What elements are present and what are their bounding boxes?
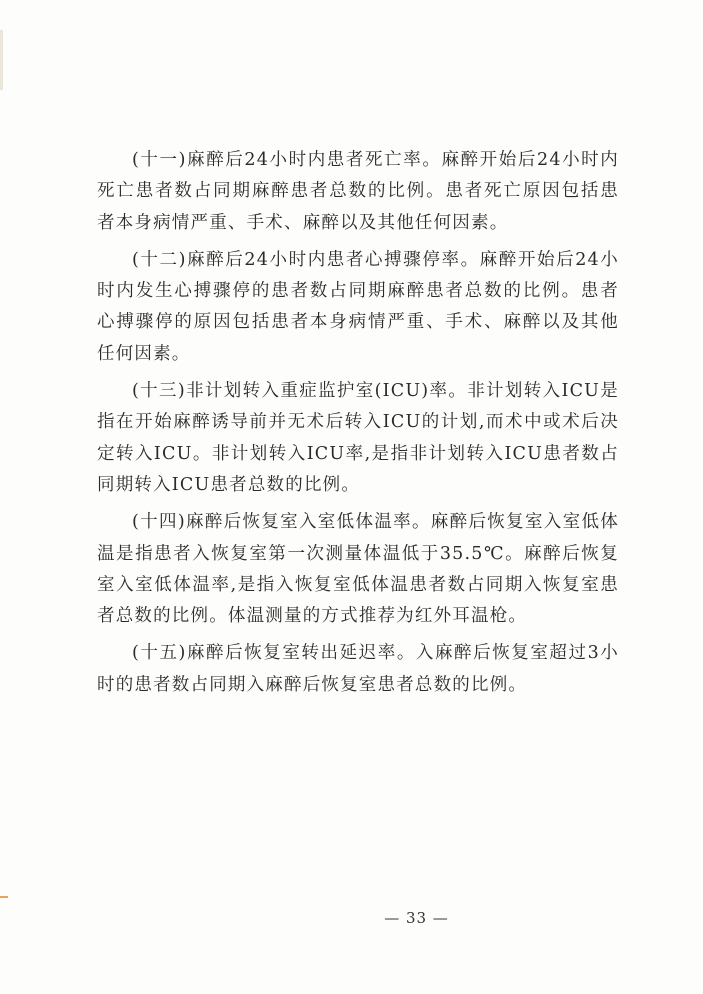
scan-edge-mark: [0, 896, 8, 898]
paragraph-pacu-discharge-delay: (十五)麻醉后恢复室转出延迟率。入麻醉后恢复室超过3小时的患者数占同期入麻醉后恢复室患者总数的比例。: [97, 643, 619, 695]
paragraph-pacu-hypothermia: (十四)麻醉后恢复室入室低体温率。麻醉后恢复室入室低体温是指患者入恢复室第一次测量体温低于35.5℃。麻醉后恢复室入室低体温率,是指入恢复室低体温患者数占同期入恢复室患者总数的比例。体温测量的方式推荐为红外耳温枪。: [97, 512, 619, 627]
body-text: [97, 145, 619, 707]
page-footer: [0, 908, 703, 927]
scan-edge-mark: [0, 30, 3, 90]
page-number: — 33 —: [384, 909, 449, 927]
paragraph-cardiac-arrest-24h: (十二)麻醉后24小时内患者心搏骤停率。麻醉开始后24小时内发生心搏骤停的患者数占同期麻醉患者总数的比例。患者心搏骤停的原因包括患者本身病情严重、手术、麻醉以及其他任何因素。: [97, 249, 619, 364]
paragraph-mortality-24h: (十一)麻醉后24小时内患者死亡率。麻醉开始后24小时内死亡患者数占同期麻醉患者总数的比例。患者死亡原因包括患者本身病情严重、手术、麻醉以及其他任何因素。: [97, 150, 619, 233]
paragraph-unplanned-icu: (十三)非计划转入重症监护室(ICU)率。非计划转入ICU是指在开始麻醉诱导前并无术后转入ICU的计划,而术中或术后决定转入ICU。非计划转入ICU率,是指非计划转入ICU患者数占同期转入ICU患者总数的比例。: [97, 381, 619, 495]
